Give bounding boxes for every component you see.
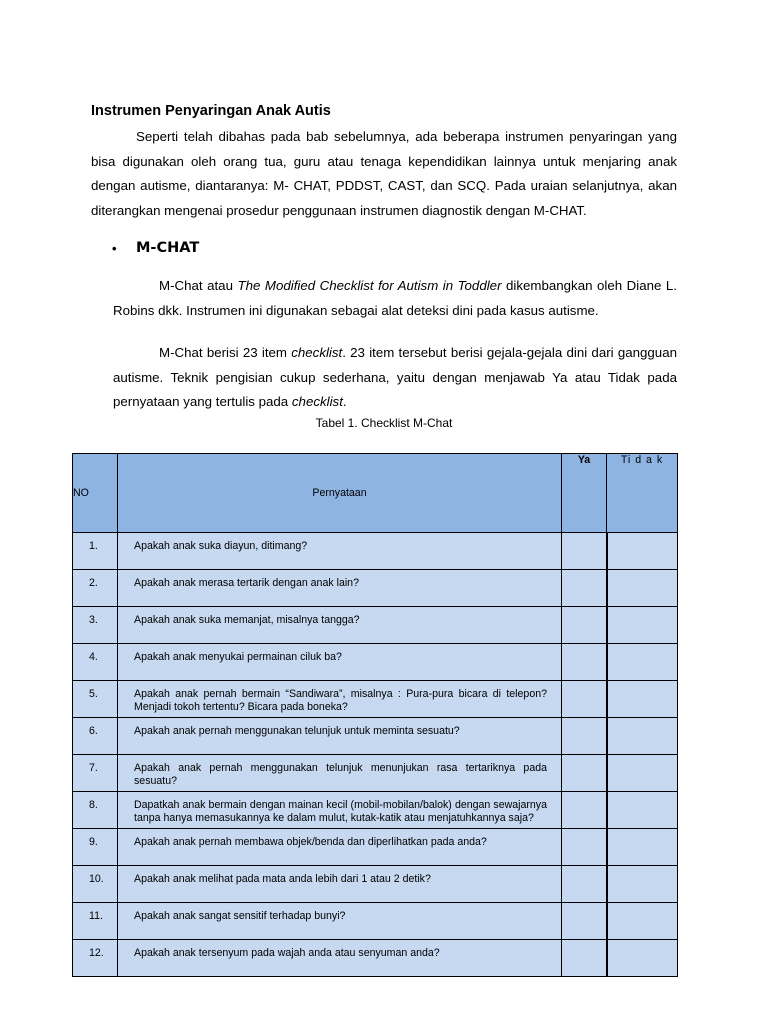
para2-middle: . 23 item tersebut berisi gejala-gejala dini dari gangguan autisme. Teknik pengisian cukup sederhana, yaitu dengan menjawab Ya atau Tidak pada pernyataan yang tertulis pada: [113, 345, 677, 410]
row-statement: Apakah anak pernah bermain “Sandiwara”, misalnya : Pura-pura bicara di telepon? Menjadi tokoh tertentu? Bicara pada boneka?: [118, 681, 562, 718]
header-yes: Ya: [562, 454, 607, 533]
no-answer-cell[interactable]: [607, 829, 678, 866]
para2-italic1: checklist: [291, 345, 343, 360]
table-row: [73, 755, 678, 792]
table-header-row: [73, 454, 678, 533]
table-row: [73, 607, 678, 644]
yes-answer-cell[interactable]: [562, 607, 607, 644]
row-number: 7.: [73, 755, 118, 792]
yes-answer-cell[interactable]: [562, 940, 607, 977]
mchat-description-paragraph: [113, 274, 677, 323]
yes-answer-cell[interactable]: [562, 792, 607, 829]
mchat-title: M-CHAT: [136, 240, 200, 256]
no-answer-cell[interactable]: [607, 755, 678, 792]
no-answer-cell[interactable]: [607, 792, 678, 829]
no-answer-cell[interactable]: [607, 607, 678, 644]
yes-answer-cell[interactable]: [562, 829, 607, 866]
para1-after: dikembangkan oleh Diane L. Robins dkk. Instrumen ini digunakan sebagai alat deteksi dini pada kasus autisme.: [113, 278, 677, 318]
no-answer-cell[interactable]: [607, 570, 678, 607]
row-statement: Apakah anak sangat sensitif terhadap bunyi?: [118, 903, 562, 940]
table-row: [73, 903, 678, 940]
row-statement: Apakah anak pernah menggunakan telunjuk untuk meminta sesuatu?: [118, 718, 562, 755]
no-answer-cell[interactable]: [607, 644, 678, 681]
yes-answer-cell[interactable]: [562, 681, 607, 718]
header-no: NO: [73, 454, 118, 533]
table-row: [73, 570, 678, 607]
bullet-icon: •: [112, 240, 117, 256]
row-statement: Apakah anak pernah membawa objek/benda dan diperlihatkan pada anda?: [118, 829, 562, 866]
table-row: [73, 644, 678, 681]
row-number: 10.: [73, 866, 118, 903]
intro-text: Seperti telah dibahas pada bab sebelumnya, ada beberapa instrumen penyaringan yang bisa digunakan oleh orang tua, guru atau tenaga kependidikan lainnya untuk menjaring anak dengan autisme, diantaranya: M- CHAT, PDDST, CAST, dan SCQ. Pada uraian selanjutnya, akan diterangkan mengenai prosedur penggunaan instrumen diagnostik dengan M-CHAT.: [91, 129, 677, 218]
yes-answer-cell[interactable]: [562, 866, 607, 903]
row-statement: Apakah anak tersenyum pada wajah anda atau senyuman anda?: [118, 940, 562, 977]
row-number: 6.: [73, 718, 118, 755]
no-answer-cell[interactable]: [607, 681, 678, 718]
intro-paragraph: [91, 125, 677, 223]
mchat-items-paragraph: [113, 341, 677, 415]
yes-answer-cell[interactable]: [562, 755, 607, 792]
mchat-bullet-heading: [112, 240, 199, 256]
no-answer-cell[interactable]: [607, 866, 678, 903]
para2-before: M-Chat berisi 23 item: [159, 345, 292, 360]
table-row: [73, 718, 678, 755]
section-heading: Instrumen Penyaringan Anak Autis: [91, 103, 331, 119]
para2-after: .: [342, 394, 347, 410]
row-statement: Apakah anak merasa tertarik dengan anak lain?: [118, 570, 562, 607]
row-number: 11.: [73, 903, 118, 940]
no-answer-cell[interactable]: [607, 940, 678, 977]
no-answer-cell[interactable]: [607, 718, 678, 755]
row-number: 9.: [73, 829, 118, 866]
yes-answer-cell[interactable]: [562, 533, 607, 570]
table-caption: Tabel 1. Checklist M-Chat: [315, 416, 453, 430]
row-number: 12.: [73, 940, 118, 977]
row-statement: Apakah anak melihat pada mata anda lebih dari 1 atau 2 detik?: [118, 866, 562, 903]
row-number: 4.: [73, 644, 118, 681]
table-row: [73, 681, 678, 718]
para1-before: M-Chat atau: [159, 278, 238, 293]
yes-answer-cell[interactable]: [562, 570, 607, 607]
table-row: [73, 829, 678, 866]
no-answer-cell[interactable]: [607, 903, 678, 940]
para1-italic: The Modified Checklist for Autism in Toddler: [237, 278, 502, 293]
row-number: 1.: [73, 533, 118, 570]
header-statement: Pernyataan: [118, 454, 562, 533]
yes-answer-cell[interactable]: [562, 718, 607, 755]
row-number: 5.: [73, 681, 118, 718]
row-number: 3.: [73, 607, 118, 644]
row-number: 8.: [73, 792, 118, 829]
header-no-answer: Ti d a k: [607, 454, 678, 533]
table-row: [73, 792, 678, 829]
para2-italic2: checklist: [291, 394, 343, 410]
row-number: 2.: [73, 570, 118, 607]
row-statement: Apakah anak suka diayun, ditimang?: [118, 533, 562, 570]
no-answer-cell[interactable]: [607, 533, 678, 570]
row-statement: Dapatkah anak bermain dengan mainan kecil (mobil-mobilan/balok) dengan sewajarnya tanpa hanya memasukannya ke dalam mulut, kutak-katik atau menjatuhkannya saja?: [118, 792, 562, 829]
mchat-checklist-table: [72, 453, 678, 977]
row-statement: Apakah anak pernah menggunakan telunjuk menunjukan rasa tertariknya pada sesuatu?: [118, 755, 562, 792]
yes-answer-cell[interactable]: [562, 644, 607, 681]
row-statement: Apakah anak menyukai permainan ciluk ba?: [118, 644, 562, 681]
table-row: [73, 533, 678, 570]
table-row: [73, 940, 678, 977]
yes-answer-cell[interactable]: [562, 903, 607, 940]
table-row: [73, 866, 678, 903]
row-statement: Apakah anak suka memanjat, misalnya tangga?: [118, 607, 562, 644]
